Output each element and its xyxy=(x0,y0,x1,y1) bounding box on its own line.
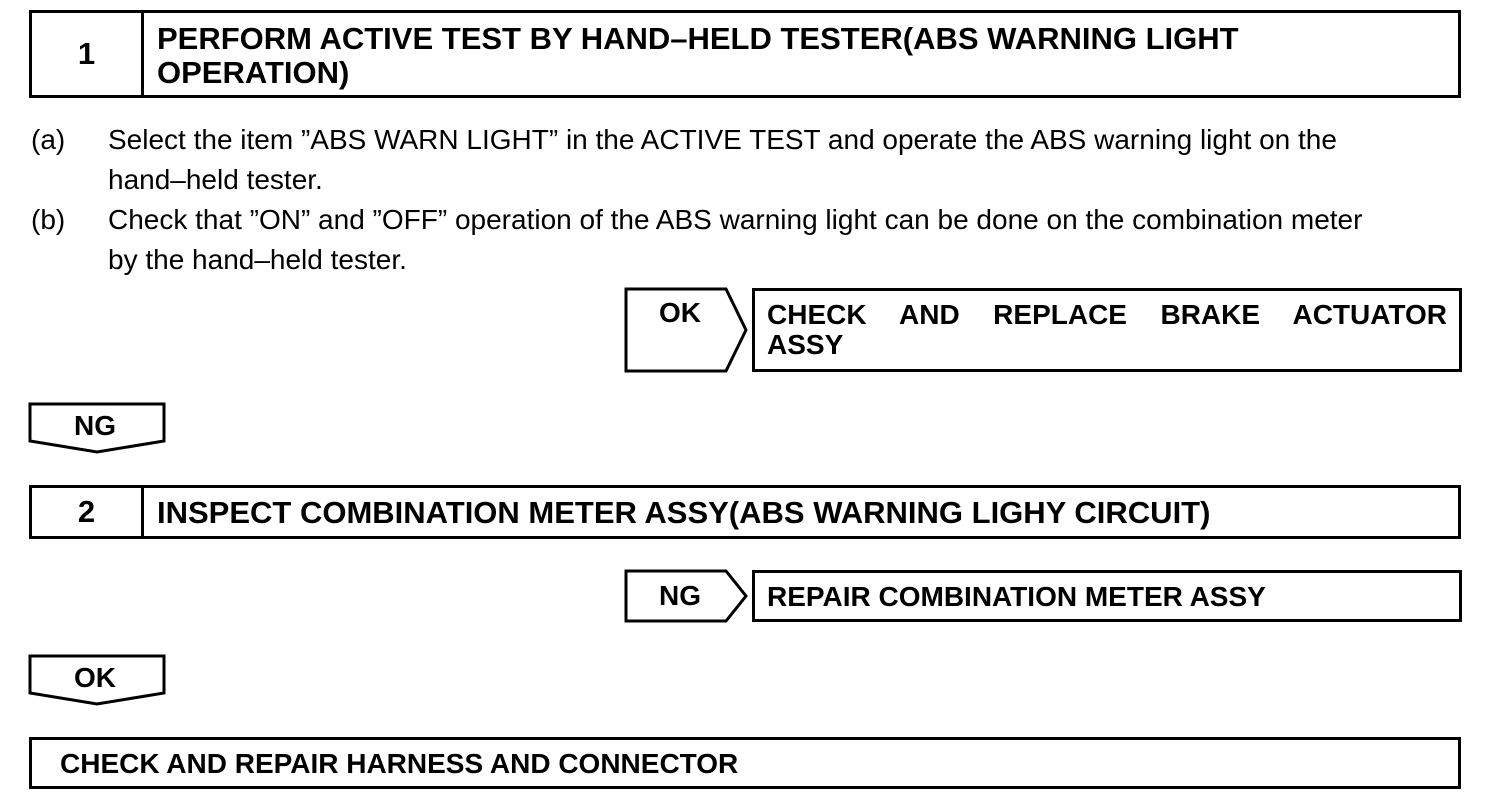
ok-result-1-line-1: CHECK AND REPLACE BRAKE ACTUATOR xyxy=(767,299,1447,330)
step-1-number: 1 xyxy=(32,13,144,95)
final-result-box xyxy=(29,737,1461,789)
instruction-a-line-2: hand–held tester. xyxy=(108,164,323,195)
step-2-title: INSPECT COMBINATION METER ASSY(ABS WARNING LIGHY CIRCUIT) xyxy=(157,495,1211,530)
ng-result-2-box xyxy=(752,570,1462,622)
instruction-b-label: (b) xyxy=(31,204,66,235)
ng-arrow-2-label: NG xyxy=(659,580,701,611)
step-2-number: 2 xyxy=(32,488,144,536)
ng-result-2-text: REPAIR COMBINATION METER ASSY xyxy=(767,581,1266,612)
ok-down-arrow-2-label: OK xyxy=(74,662,116,693)
step-2-box xyxy=(29,485,1461,539)
instruction-a-line-1: Select the item ”ABS WARN LIGHT” in the ACTIVE TEST and operate the ABS warning light on the xyxy=(108,124,1337,155)
step-1-title-line-2: OPERATION) xyxy=(157,55,350,90)
ok-result-1-line-2: ASSY xyxy=(767,329,844,360)
step-1-title-line-1: PERFORM ACTIVE TEST BY HAND–HELD TESTER(ABS WARNING LIGHT xyxy=(157,21,1239,56)
instruction-b-line-2: by the hand–held tester. xyxy=(108,244,407,275)
final-result-text: CHECK AND REPAIR HARNESS AND CONNECTOR xyxy=(60,748,739,779)
ok-arrow-1-label: OK xyxy=(659,297,701,328)
ng-down-arrow-1-label: NG xyxy=(74,410,116,441)
step-1-box xyxy=(29,10,1461,98)
ok-result-1-box xyxy=(752,288,1462,372)
instruction-a-label: (a) xyxy=(31,124,66,155)
instruction-b-line-1: Check that ”ON” and ”OFF” operation of the ABS warning light can be done on the combination meter xyxy=(108,204,1363,235)
